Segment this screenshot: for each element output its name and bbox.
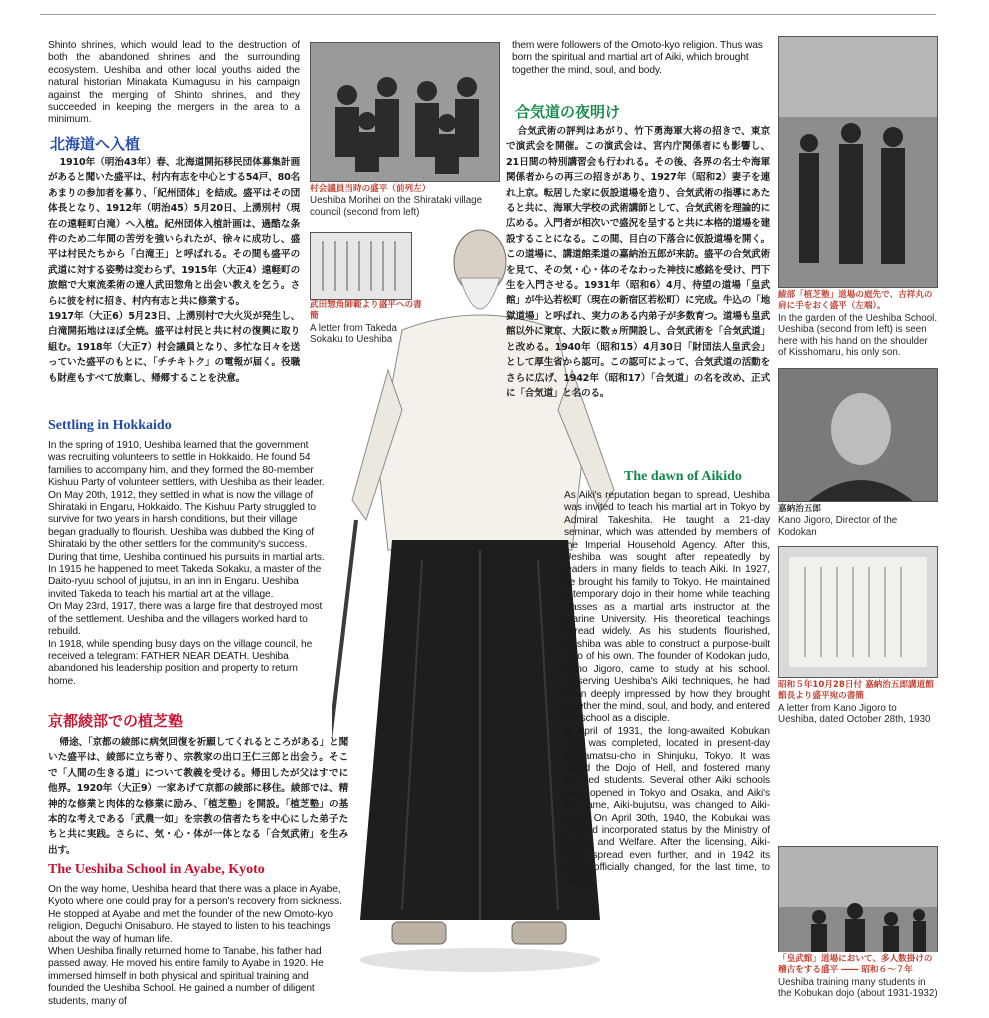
kano-photo — [778, 368, 938, 502]
ayabe-en-text — [48, 884, 344, 1008]
council-caption-jp: 村会議員当時の盛平（前列左） — [310, 184, 431, 194]
ayabe-jp-heading: 京都綾部での植芝塾 — [48, 712, 184, 730]
kano-letter-caption-en: A letter from Kano Jigoro to Ueshiba, dated October 28th, 1930 — [778, 702, 931, 726]
kobukan-caption-en: Ueshiba training many students in the Kobukan dojo (about 1931-1932) — [778, 976, 938, 1000]
hokkaido-jp-heading: 北海道へ入植 — [50, 135, 141, 153]
hokkaido-jp-text — [48, 155, 300, 386]
ayabe-en-heading: The Ueshiba School in Ayabe, Kyoto — [48, 862, 265, 877]
continued-paragraph: them were followers of the Omoto-kyo religion. Thus was born the spiritual and martial art of Aiki, which brought together the mind, soul, and body. — [512, 40, 763, 76]
continued-text — [512, 40, 770, 77]
intro-paragraph: Shinto shrines, which would lead to the destruction of both the abandoned shrines and the surrounding ecosystem. Ueshiba and other local youths aided the natural historian Minakata Kumagusu in his campaign against the merging of Shinto shrines, and they succeeded in keeping the mergers in the area to a minimum. — [48, 40, 300, 126]
hokkaido-jp-p2: 1917年（大正6）5月23日、上湧別村で大火災が発生し、白滝開拓地はほぼ全焼。盛平は村民と共に村の復興に取り組む。1918年（大正7）村会議員となり、多忙な日々を送っていた盛平のもとに、「チチキトク」の電報が届く。役職も財産もすべて放棄し、帰郷することを決意。 — [48, 311, 300, 384]
kano-portrait-icon — [779, 369, 937, 501]
dawn-en-p2: In April of 1931, the long-awaited Kobukan dojo was completed, located in present-day Wakamatsu-cho in Shinjuku, Tokyo. It was called the Dojo of Hell, and fostered many talented students. Several other Aiki schools were opened in Tokyo and Osaka, and Aiki's full name, Aiki-bujutsu, was changed to Aiki-budo. On April 30th, 1940, the Kobukai was granted incorporated status by the Ministry of Health and Welfare. After the licensing, Aiki-budo spread even further, and in 1942 its name officially changed, for the last time, to Aikido. — [564, 725, 770, 886]
hokkaido-jp-p1: 1910年（明治43年）春、北海道開拓移民団体募集計画があると聞いた盛平は、村内有志を中心とする54戸、80名あまりの参加者を募り、「紀州団体」を結成。盛平はその団体長となり、1912年（明治45）5月20日、上湧別村（現在の遠軽町白滝）へ入植。紀州団体入植計画は、過酷な条件のため二年間の苦労を強いられたが、徐々に成功し、盛平は村民たちから「白滝王」と呼ばれる。その間も盛平の武道に対する姿勢は変わらず、1915年（大正4）遠軽町の旅館で大東流柔術の達人武田惣角と出会い教えを乞う。さらに彼を村に招き、村内有志と共に修業する。 — [48, 157, 300, 307]
dawn-en-text — [564, 490, 770, 887]
council-people-icon — [311, 43, 499, 181]
top-rule — [40, 14, 936, 15]
ayabe-en-p2: When Ueshiba finally returned home to Tanabe, his father had passed away. He moved his entire family to Ayabe in 1920. He immersed himself in both physical and spiritual training and founded the Ueshiba School. He gained a number of diligent students, many of — [48, 946, 324, 1007]
takeda-letter-caption-en: A letter from Takeda Sokaku to Ueshiba — [310, 322, 397, 346]
kano-caption — [778, 504, 938, 538]
council-photo — [310, 42, 500, 182]
dawn-en-p1: As Aiki's reputation began to spread, Ueshiba was invited to teach his martial art in Tokyo by Admiral Takeshita. He taught a 21-day seminar, which was attended by members of the Imperial Household Agency. After this, Ueshiba was sought after repeatedly by leaders in many fields to teach Aiki. In 1927, he brought his family to Tokyo. He maintained a temporary dojo in their home while teaching classes as a martial arts instructor at the Marine University. His theoretical teachings spread widely. As his students flourished, Ueshiba was able to construct a purpose-built dojo of his own. The founder of Kodokan judo, Kano Jigoro, came to study at his school. Observing Ueshiba's Aiki techniques, he had been deeply impressed by how they brought together the mind, soul, and body, and entered the school as a disciple. — [564, 490, 770, 725]
kano-letter-caption — [778, 680, 938, 726]
ayabe-jp-p1: 帰途、「京都の綾部に病気回復を祈願してくれるところがある」と聞いた盛平は、綾部に立ち寄り、宗教家の出口王仁三郎と出会う。そこで「人間の生きる道」について教義を受ける。帰田したが父はすでに他界。1920年（大正9）一家あげて京都の綾部に移住。綾部では、精神的な修業と肉体的な修業に励み、「植芝塾」を開設。「植芝塾」の基本的な考えである「武農一如」を宗教の信者たちを中心にした弟子たちと共に実践。さらに、気・心・体が一体となる「合気武術」を生み出す。 — [48, 737, 348, 856]
hokkaido-en-p3: In 1918, while spending busy days on the village council, he received a telegram: FATHER NEAR DEATH. Ueshiba abandoned his leadership position and property to return home. — [48, 638, 313, 687]
council-caption — [310, 184, 500, 218]
hokkaido-en-text — [48, 440, 326, 688]
ayabe-en-p1: On the way home, Ueshiba heard that there was a place in Ayabe, Kyoto where one could pray for a person's recovery from sickness. He stopped at Ayabe and met the founder of the new Omoto-kyo religion, Deguchi Onisaburo. He stayed to listen to his teachings about the way of human life. — [48, 884, 342, 945]
garden-people-icon — [779, 37, 937, 287]
takeda-letter-caption-jp: 武田惣角師範より盛平への書簡 — [310, 300, 422, 322]
kobukan-caption — [778, 952, 938, 1000]
kano-letter-photo — [778, 546, 938, 678]
dawn-jp-text — [506, 124, 770, 401]
kobukan-caption-jp: 「皇武館」道場において、多人数掛けの稽古をする盛平 ―― 昭和６～７年 — [778, 954, 933, 976]
kano-caption-en: Kano Jigoro, Director of the Kodokan — [778, 515, 898, 538]
ayabe-jp-text — [48, 735, 348, 858]
hokkaido-en-heading: Settling in Hokkaido — [48, 418, 172, 433]
council-caption-en: Ueshiba Morihei on the Shirataki village council (second from left) — [310, 195, 483, 218]
garden-caption-jp: 綾部「植芝塾」道場の庭先で、吉祥丸の肩に手をおく盛平（左端）。 — [778, 290, 933, 312]
hokkaido-en-p1: In the spring of 1910, Ueshiba learned that the government was recruiting volunteers to settle in Hokkaido. He found 54 families to accompany him, and they formed the 80-member Kishuu Party of volunteer settlers, with Ueshiba as their leader. On May 20th, 1912, they settled in what is now the village of Shirataki in Engaru, Hokkaido. The Kishuu Party struggled to survive for two years in harsh conditions, but their village began gradually to flourish. Ueshiba was dubbed the King of Shirataki by the other settlers for the community's success. During that time, Ueshiba continued his pursuits in martial arts. In 1915 he happened to meet Takeda Sokaku, a master of the Daito-ryuu school of jujutsu, in an inn in Engaru. Ueshiba invited Takeda to teach his martial art at the village. — [48, 440, 325, 600]
garden-caption — [778, 290, 938, 358]
dawn-jp-heading: 合気道の夜明け — [515, 103, 621, 121]
hokkaido-en-p2: On May 23rd, 1917, there was a large fire that destroyed most of the settlement. Ueshiba and the villagers worked hard to rebuild. — [48, 601, 323, 638]
kano-letter-caption-jp: 昭和５年10月28日付 嘉納治五郎講道館館長より盛平宛の書簡 — [778, 680, 934, 702]
kano-letter-icon — [779, 547, 937, 677]
dawn-en-heading: The dawn of Aikido — [624, 469, 742, 484]
garden-caption-en: In the garden of the Ueshiba School. Ueshiba (second from left) is seen here with his hand on the shoulder of Kisshomaru, his only son. — [778, 312, 938, 359]
intro-text — [48, 40, 300, 127]
dawn-jp-p1: 合気武術の評判はあがり、竹下勇海軍大将の招きで、東京で演武会を開催。この演武会は、宮内庁関係者にも影響し、21日間の特別講習会も行われる。その後、各界の名士や海軍関係者からの再三の招きがあり、1927年（昭和2）妻子を連れ上京。転居した家に仮設道場を造り、合気武術の指導にあたると共に、海軍大学校の武術講師として、合気武術を理論的に広める。入門者が相次いで盛況を呈すると共に本格的道場を建設することになる。この間、目白の下落合に仮設道場を開く。この道場に、講道館柔道の嘉納治五郎が来訪。盛平の合気武術を見て、その気・心・体のそなわった神技に感銘を受け、門下生を入門させる。1931年（昭和6）4月、待望の道場「皇武館」が牛込若松町（現在の新宿区若松町）に完成。牛込の「地獄道場」と呼ばれ、実力のある内弟子が多数育つ。道場も皇武館以外に東京、大阪に数ヵ所開設し、合気武術を「合気武道」と改める。1940年（昭和15）4月30日「財団法人皇武会」として厚生省から認可。この認可によって、合気武道の活動をさらに広げ、1942年（昭和17）「合気道」の名を改め、正式に「合気道」と名のる。 — [506, 126, 770, 399]
garden-photo — [778, 36, 938, 288]
kano-caption-jp: 嘉納治五郎 — [778, 504, 821, 514]
